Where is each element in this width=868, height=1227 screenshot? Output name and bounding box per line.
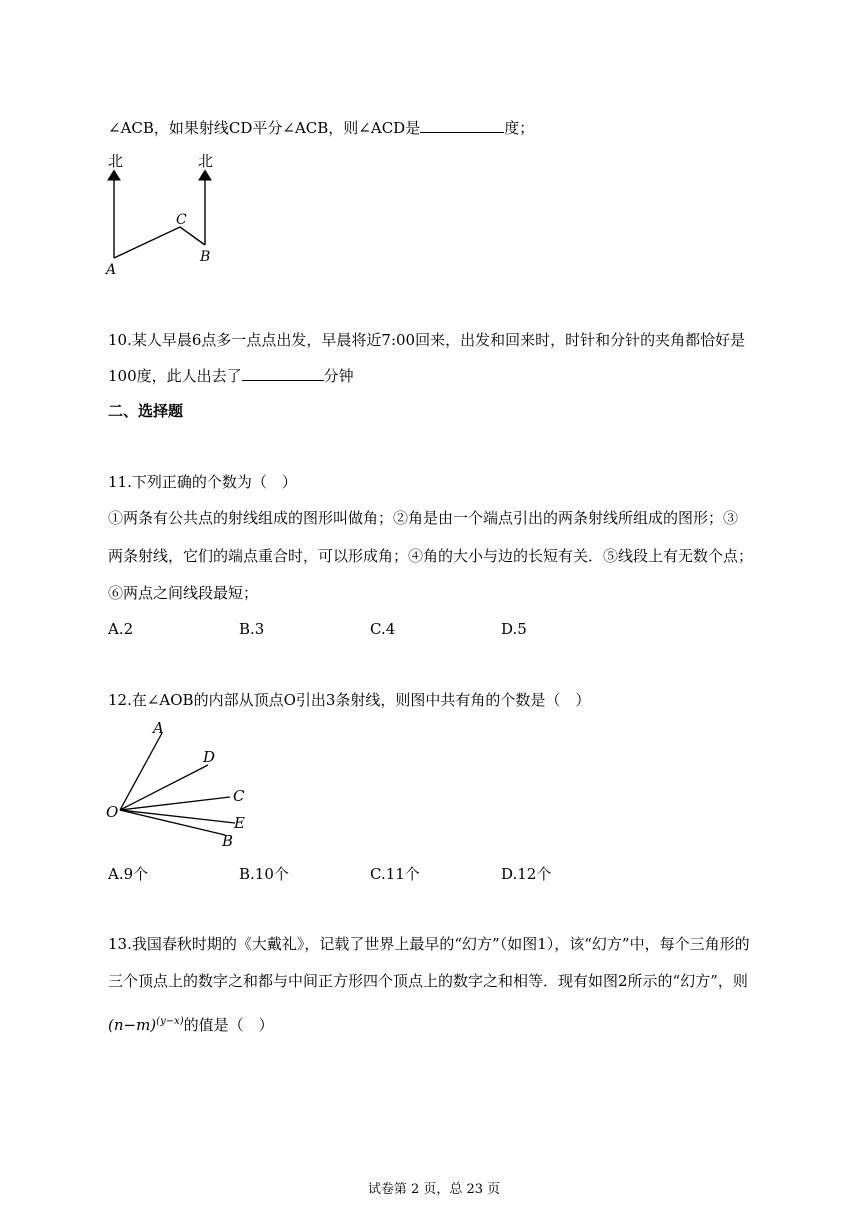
q11-body-line1: ①两条有公共点的射线组成的图形叫做角；②角是由一个端点引出的两条射线所组成的图形；③ <box>108 509 739 527</box>
q12-ray-oa <box>120 733 162 810</box>
q13-expression-exponent: (y−x) <box>156 1016 184 1027</box>
q9-prefix: ∠ACB，如果射线CD平分∠ACB，则∠ACD是 <box>108 119 421 137</box>
q12-ray-oc <box>120 797 230 810</box>
q9-label-a: A <box>106 262 117 278</box>
q12-label-c: C <box>233 787 245 805</box>
q12-option-d[interactable]: D.12个 <box>501 865 552 883</box>
q9-north-right-label: 北 <box>198 152 214 170</box>
q13-line3-suffix: 的值是（ ） <box>183 1016 274 1034</box>
q9-label-b: B <box>200 249 211 265</box>
q13-expression-base: (n−m) <box>108 1016 157 1034</box>
page-footer: 试卷第 2 页，总 23 页 <box>367 1182 501 1197</box>
q11-body-line2: 两条射线，它们的端点重合时，可以形成角；④角的大小与边的长短有关．⑤线段上有无数个点； <box>108 547 754 565</box>
q12-label-d: D <box>203 748 216 766</box>
q11-option-b[interactable]: B.3 <box>239 620 265 638</box>
q9-suffix: 度； <box>504 119 535 137</box>
q10-line2-prefix: 100度，此人出去了 <box>108 367 242 385</box>
q9-text <box>108 118 534 138</box>
q9-path-acb <box>114 227 205 258</box>
q12-ray-ob <box>120 810 225 835</box>
q12-label-a: A <box>153 719 164 737</box>
q9-figure <box>100 150 230 280</box>
q10-line1: 10.某人早晨6点多一点点出发，早晨将近7:00回来，出发和回来时，时针和分针的夹角都恰好是 <box>108 331 746 349</box>
q9-north-left-label: 北 <box>108 152 124 170</box>
q11-option-c[interactable]: C.4 <box>370 620 396 638</box>
q13-line3 <box>108 1012 274 1035</box>
q12-option-a[interactable]: A.9个 <box>108 865 149 883</box>
q11-body-line3: ⑥两点之间线段最短； <box>108 584 259 602</box>
section-heading: 二、选择题 <box>108 402 184 420</box>
q9-answer-blank[interactable] <box>420 118 504 133</box>
q12-option-c[interactable]: C.11个 <box>370 865 420 883</box>
q10-line2 <box>108 366 354 386</box>
q12-stem: 12.在∠AOB的内部从顶点O引出3条射线，则图中共有角的个数是（ ） <box>108 691 591 709</box>
q11-option-d[interactable]: D.5 <box>501 620 527 638</box>
q11-stem: 11.下列正确的个数为（ ） <box>108 473 297 491</box>
q13-line2: 三个顶点上的数字之和都与中间正方形四个顶点上的数字之和相等．现有如图2所示的“幻方”，则 <box>108 972 748 990</box>
q11-option-a[interactable]: A.2 <box>108 620 134 638</box>
q12-label-o: O <box>106 803 119 821</box>
q12-figure <box>100 715 260 855</box>
q12-option-b[interactable]: B.10个 <box>239 865 289 883</box>
q12-label-e: E <box>234 814 245 832</box>
q12-ray-oe <box>120 810 235 823</box>
q12-ray-od <box>120 765 208 810</box>
q12-label-b: B <box>222 832 234 850</box>
q10-answer-blank[interactable] <box>242 366 324 381</box>
q10-line2-suffix: 分钟 <box>323 367 354 385</box>
q9-label-c: C <box>176 212 187 228</box>
q13-line1: 13.我国春秋时期的《大戴礼》，记载了世界上最早的“幻方”（如图1），该“幻方”中，每个三角形的 <box>108 935 750 953</box>
